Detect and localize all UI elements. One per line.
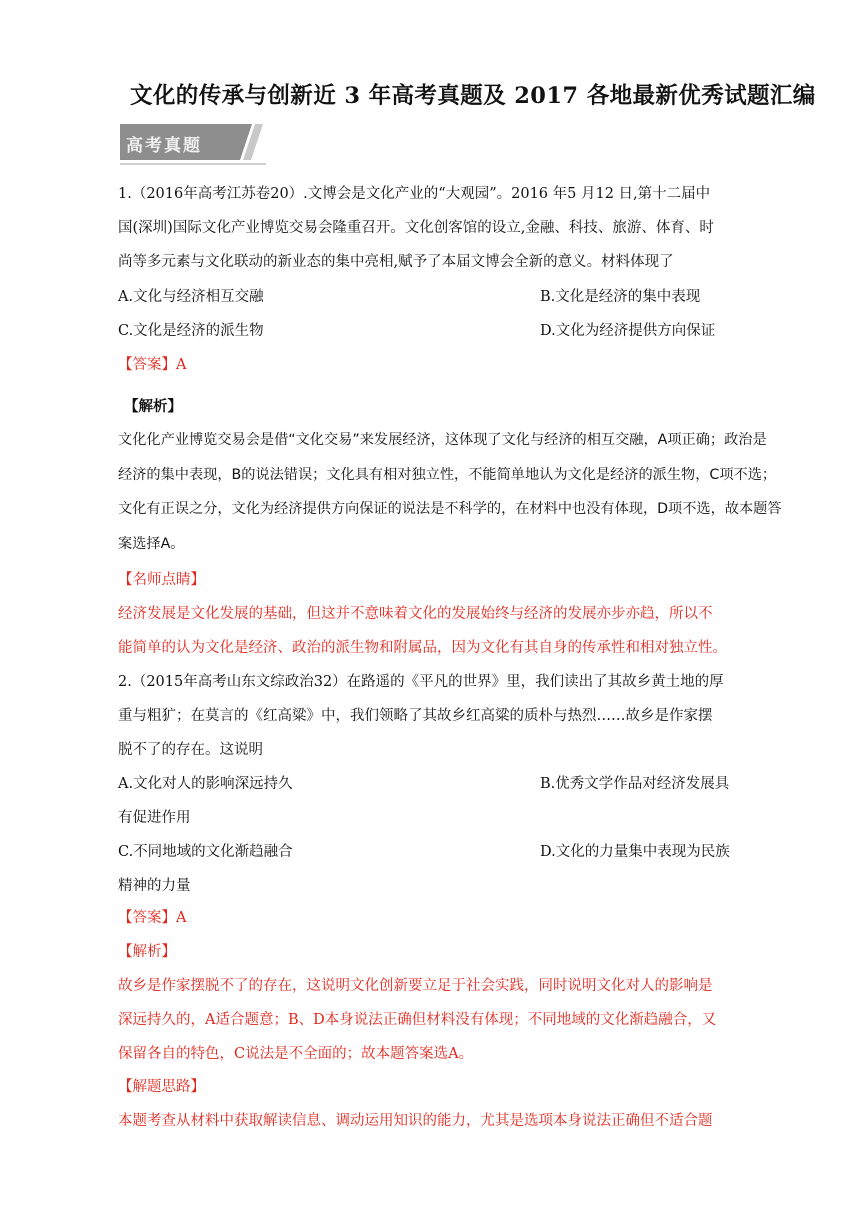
q2-stem-line: 脱不了的存在。这说明 (118, 742, 263, 758)
q1-option-b: B.文化是经济的集中表现 (540, 289, 701, 305)
q2-option-d: D.文化的力量集中表现为民族 (540, 844, 730, 860)
section-banner (118, 122, 268, 166)
banner-label: 高考真题 (126, 136, 202, 156)
q1-option-d: D.文化为经济提供方向保证 (540, 323, 716, 339)
q1-stem-line: 1.（2016年高考江苏卷20）.文博会是文化产业的“大观园”。2016 年5 月12 日,第十二届中 (118, 186, 711, 202)
q1-analysis-line: 经济的集中表现，B的说法错误；文化具有相对独立性，不能简单地认为文化是经济的派生物，C项不选； (118, 467, 777, 483)
q1-option-c: C.文化是经济的派生物 (118, 323, 264, 339)
q2-option-b-continued: 有促进作用 (118, 810, 191, 826)
document-title: 文化的传承与创新近 3 年高考真题及 2017 各地最新优秀试题汇编 (130, 83, 816, 109)
q2-answer: 【答案】A (118, 910, 187, 926)
q1-tip-label: 【名师点睛】 (118, 572, 205, 588)
q2-analysis-line: 保留各自的特色，C说法是不全面的；故本题答案选A。 (118, 1046, 474, 1062)
q2-option-a: A.文化对人的影响深远持久 (118, 776, 293, 792)
q1-analysis-line: 案选择A。 (118, 536, 185, 552)
q1-analysis-line: 文化化产业博览交易会是借“文化交易”来发展经济，这体现了文化与经济的相互交融，A项正确；政治是 (118, 432, 767, 448)
q1-stem-line: 尚等多元素与文化联动的新业态的集中亮相,赋予了本届文博会全新的意义。材料体现了 (118, 254, 674, 270)
q1-tip-line: 经济发展是文化发展的基础，但这并不意味着文化的发展始终与经济的发展亦步亦趋，所以不 (118, 606, 713, 622)
q1-analysis-line: 文化有正误之分，文化为经济提供方向保证的说法是不科学的，在材料中也没有体现，D项不选，故本题答 (118, 501, 782, 517)
q2-analysis-line: 深远持久的，A适合题意；B、D本身说法正确但材料没有体现；不同地域的文化渐趋融合，又 (118, 1012, 717, 1028)
q2-option-d-continued: 精神的力量 (118, 878, 191, 894)
q2-stem-line: 重与粗犷；在莫言的《红高粱》中，我们领略了其故乡红高粱的质朴与热烈……故乡是作家摆 (118, 708, 713, 724)
q1-tip-line: 能简单的认为文化是经济、政治的派生物和附属品，因为文化有其自身的传承性和相对独立性。 (118, 640, 727, 656)
q2-stem-line: 2.（2015年高考山东文综政治32）在路遥的《平凡的世界》里，我们读出了其故乡黄土地的厚 (118, 674, 724, 690)
q2-thinking-line: 本题考查从材料中获取解读信息、调动运用知识的能力，尤其是选项本身说法正确但不适合题 (118, 1113, 713, 1129)
q1-answer: 【答案】A (118, 357, 187, 373)
q2-thinking-label: 【解题思路】 (118, 1079, 205, 1095)
q2-analysis-line: 故乡是作家摆脱不了的存在，这说明文化创新要立足于社会实践，同时说明文化对人的影响是 (118, 978, 713, 994)
q1-stem-line: 国(深圳)国际文化产业博览交易会隆重召开。文化创客馆的设立,金融、科技、旅游、体育、时 (118, 220, 714, 236)
q1-option-a: A.文化与经济相互交融 (118, 289, 264, 305)
q2-option-b: B.优秀文学作品对经济发展具 (540, 776, 730, 792)
q1-analysis-label: 【解析】 (124, 398, 182, 415)
q2-option-c: C.不同地域的文化渐趋融合 (118, 844, 293, 860)
q2-analysis-label: 【解析】 (118, 944, 176, 960)
